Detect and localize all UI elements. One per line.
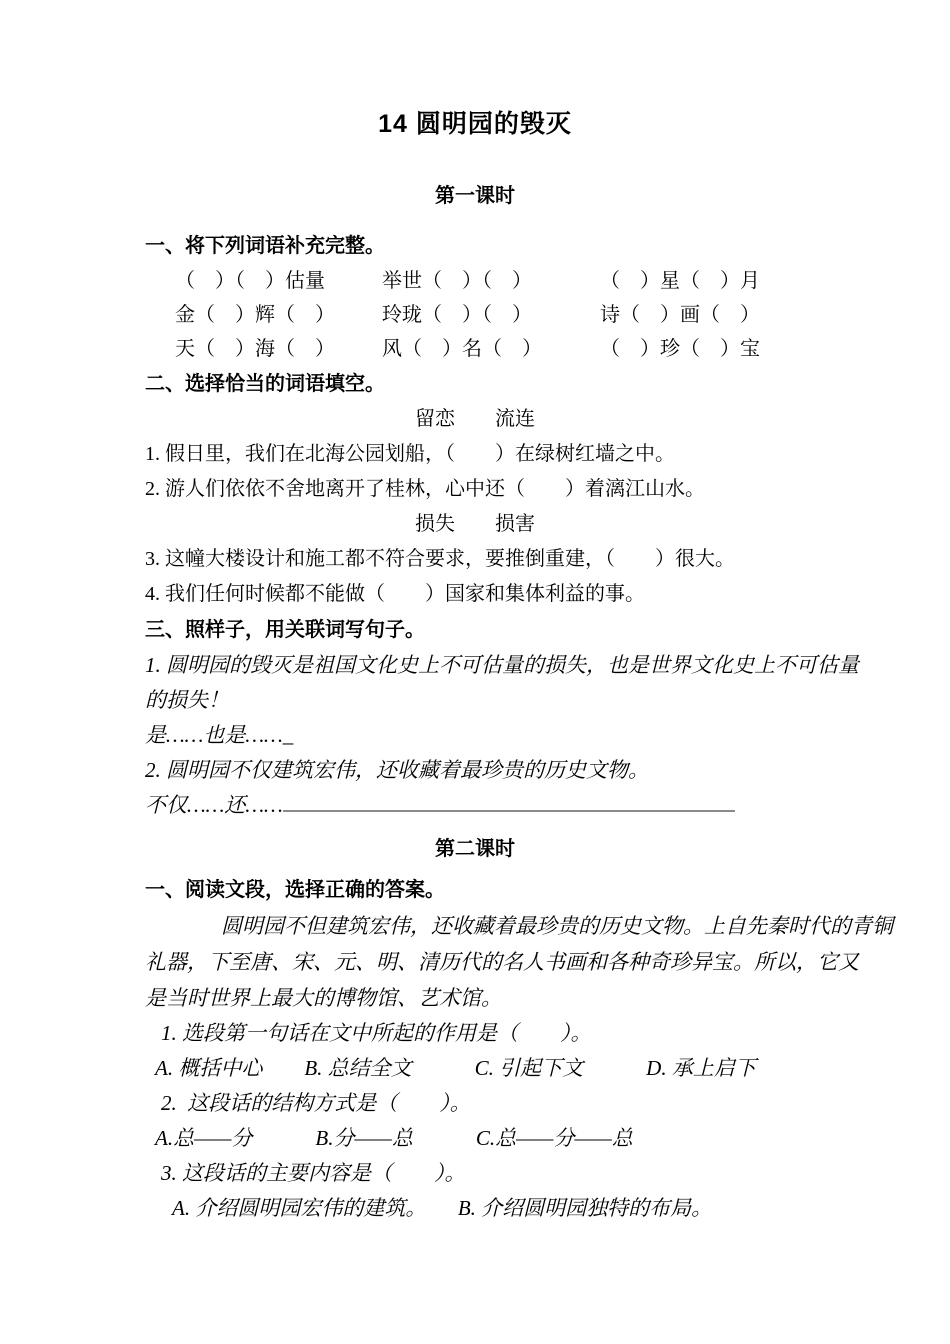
passage-line-3: 是当时世界上最大的博物馆、艺术馆。 bbox=[145, 986, 502, 1010]
word-item: （ ）珍（ ）宝 bbox=[600, 338, 760, 360]
word-bank-1: 留恋 流连 bbox=[415, 408, 535, 430]
question-3-options: A. 介绍圆明园宏伟的建筑。 B. 介绍圆明园独特的布局。 bbox=[172, 1196, 713, 1220]
fill-sentence-1: 1. 假日里，我们在北海公园划船，（ ）在绿树红墙之中。 bbox=[145, 443, 675, 465]
word-row bbox=[145, 298, 845, 332]
passage-line-2: 礼器，下至唐、宋、元、明、清历代的名人书画和各种奇珍异宝。所以，它又 bbox=[145, 950, 859, 974]
conjunction-pattern-2-row bbox=[145, 788, 845, 823]
word-item: 金（ ）辉（ ） bbox=[175, 304, 335, 326]
fill-sentence-4: 4. 我们任何时候都不能做（ ）国家和集体利益的事。 bbox=[145, 583, 645, 605]
doc-title: 14 圆明园的毁灭 bbox=[378, 110, 572, 138]
conjunction-pattern-1: 是……也是……_ bbox=[145, 723, 294, 747]
word-item: 诗（ ）画（ ） bbox=[600, 304, 760, 326]
word-row bbox=[145, 264, 845, 298]
exercise-1-heading: 一、将下列词语补充完整。 bbox=[145, 235, 385, 257]
session-2-heading: 第二课时 bbox=[435, 838, 515, 860]
word-item: （ ）（ ）估量 bbox=[175, 270, 325, 292]
question-3: 3. 这段话的主要内容是（ ）。 bbox=[161, 1161, 466, 1185]
word-item: 举世（ ）（ ） bbox=[382, 270, 532, 292]
exercise-2-heading: 二、选择恰当的词语填空。 bbox=[145, 373, 385, 395]
word-item: 玲珑（ ）（ ） bbox=[382, 304, 532, 326]
word-item: 风（ ）名（ ） bbox=[382, 338, 542, 360]
session-1-heading: 第一课时 bbox=[435, 185, 515, 207]
word-item: （ ）星（ ）月 bbox=[600, 270, 760, 292]
example-sentence-1-line-1: 1. 圆明园的毁灭是祖国文化史上不可估量的损失，也是世界文化史上不可估量 bbox=[145, 653, 859, 677]
word-bank-2: 损失 损害 bbox=[415, 513, 535, 535]
exercise-3-heading: 三、照样子，用关联词写句子。 bbox=[145, 619, 425, 641]
word-item: 天（ ）海（ ） bbox=[175, 338, 335, 360]
fill-sentence-3: 3. 这幢大楼设计和施工都不符合要求，要推倒重建，（ ）很大。 bbox=[145, 548, 735, 570]
reading-exercise-heading: 一、阅读文段，选择正确的答案。 bbox=[145, 879, 445, 901]
passage-line-1: 圆明园不但建筑宏伟，还收藏着最珍贵的历史文物。上自先秦时代的青铜 bbox=[221, 914, 893, 938]
conjunction-pattern-2: 不仅……还…… bbox=[145, 793, 283, 817]
example-sentence-1-line-2: 的损失！ bbox=[145, 688, 229, 712]
question-1-options: A. 概括中心 B. 总结全文 C. 引起下文 D. 承上启下 bbox=[155, 1056, 756, 1080]
answer-blank-line bbox=[283, 790, 735, 812]
question-2: 2. 这段话的结构方式是（ ）。 bbox=[161, 1091, 471, 1115]
fill-sentence-2: 2. 游人们依依不舍地离开了桂林，心中还（ ）着漓江山水。 bbox=[145, 478, 705, 500]
question-2-options: A.总——分 B.分——总 C.总——分——总 bbox=[155, 1126, 633, 1150]
question-1: 1. 选段第一句话在文中所起的作用是（ ）。 bbox=[161, 1021, 592, 1045]
word-row bbox=[145, 332, 845, 366]
example-sentence-2: 2. 圆明园不仅建筑宏伟，还收藏着最珍贵的历史文物。 bbox=[145, 758, 649, 782]
